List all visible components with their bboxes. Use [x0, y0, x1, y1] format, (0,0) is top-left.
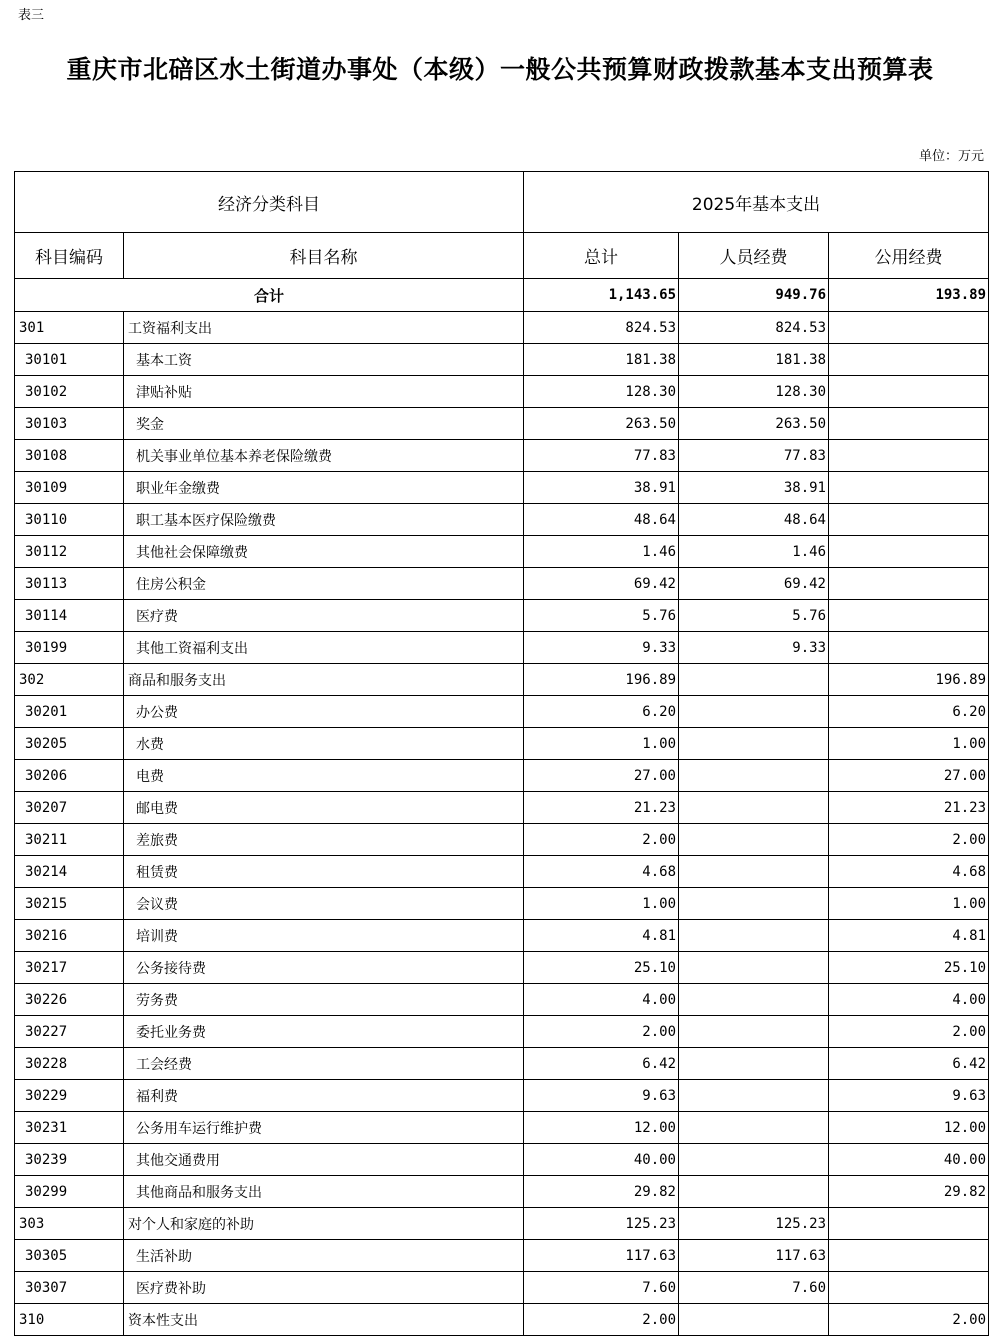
- subject-name-cell: 医疗费: [124, 600, 524, 632]
- public-cell: [829, 440, 989, 472]
- subject-name-cell: 基本工资: [124, 344, 524, 376]
- total-cell: 196.89: [524, 664, 679, 696]
- subject-name-cell: 对个人和家庭的补助: [124, 1208, 524, 1240]
- public-cell: 27.00: [829, 760, 989, 792]
- personnel-cell: [679, 856, 829, 888]
- subject-code-cell: 30201: [15, 696, 124, 728]
- total-cell: 25.10: [524, 952, 679, 984]
- subject-code-cell: 30229: [15, 1080, 124, 1112]
- total-cell: 29.82: [524, 1176, 679, 1208]
- table-row: [15, 568, 989, 600]
- subject-code-cell: 30214: [15, 856, 124, 888]
- subject-code-cell: 30113: [15, 568, 124, 600]
- personnel-cell: [679, 1080, 829, 1112]
- total-cell: 117.63: [524, 1240, 679, 1272]
- header-public-expense: 公用经费: [829, 233, 989, 279]
- total-cell: 4.81: [524, 920, 679, 952]
- header-subject-code: 科目编码: [15, 233, 124, 279]
- subject-name-cell: 职业年金缴费: [124, 472, 524, 504]
- total-cell: 125.23: [524, 1208, 679, 1240]
- public-cell: [829, 312, 989, 344]
- subject-name-cell: 差旅费: [124, 824, 524, 856]
- total-cell: 6.20: [524, 696, 679, 728]
- public-cell: [829, 1208, 989, 1240]
- total-cell: 27.00: [524, 760, 679, 792]
- personnel-cell: [679, 1304, 829, 1336]
- public-cell: 2.00: [829, 1304, 989, 1336]
- subject-code-cell: 30228: [15, 1048, 124, 1080]
- table-row: [15, 792, 989, 824]
- subject-code-cell: 30114: [15, 600, 124, 632]
- total-cell: 4.00: [524, 984, 679, 1016]
- public-cell: [829, 632, 989, 664]
- total-cell: 6.42: [524, 1048, 679, 1080]
- public-cell: 4.68: [829, 856, 989, 888]
- subject-name-cell: 公务用车运行维护费: [124, 1112, 524, 1144]
- personnel-cell: [679, 984, 829, 1016]
- subject-code-cell: 30109: [15, 472, 124, 504]
- header-basic-expenditure-2025: 2025年基本支出: [524, 172, 989, 233]
- personnel-cell: [679, 792, 829, 824]
- public-cell: [829, 376, 989, 408]
- budget-table: [14, 171, 989, 1336]
- personnel-cell: [679, 952, 829, 984]
- subject-code-cell: 30112: [15, 536, 124, 568]
- subject-code-cell: 30101: [15, 344, 124, 376]
- subject-code-cell: 30103: [15, 408, 124, 440]
- subject-code-cell: 30226: [15, 984, 124, 1016]
- public-cell: [829, 600, 989, 632]
- subject-name-cell: 会议费: [124, 888, 524, 920]
- subject-name-cell: 劳务费: [124, 984, 524, 1016]
- personnel-cell: [679, 1048, 829, 1080]
- personnel-cell: 38.91: [679, 472, 829, 504]
- table-row: [15, 1144, 989, 1176]
- total-cell: 1.46: [524, 536, 679, 568]
- subject-name-cell: 福利费: [124, 1080, 524, 1112]
- header-row-group: [15, 172, 989, 233]
- subject-name-cell: 培训费: [124, 920, 524, 952]
- subject-code-cell: 30215: [15, 888, 124, 920]
- subject-name-cell: 其他交通费用: [124, 1144, 524, 1176]
- public-cell: [829, 1240, 989, 1272]
- subject-code-cell: 301: [15, 312, 124, 344]
- header-total: 总计: [524, 233, 679, 279]
- subject-code-cell: 303: [15, 1208, 124, 1240]
- public-cell: 40.00: [829, 1144, 989, 1176]
- total-cell: 38.91: [524, 472, 679, 504]
- subject-code-cell: 30205: [15, 728, 124, 760]
- subject-name-cell: 津贴补贴: [124, 376, 524, 408]
- public-cell: 1.00: [829, 728, 989, 760]
- personnel-cell: 117.63: [679, 1240, 829, 1272]
- personnel-cell: 69.42: [679, 568, 829, 600]
- personnel-cell: [679, 760, 829, 792]
- table-row: [15, 1240, 989, 1272]
- table-row: [15, 440, 989, 472]
- total-cell: 48.64: [524, 504, 679, 536]
- table-body: [15, 279, 989, 1336]
- subject-code-cell: 302: [15, 664, 124, 696]
- personnel-cell: 125.23: [679, 1208, 829, 1240]
- table-row: [15, 728, 989, 760]
- subject-code-cell: 30199: [15, 632, 124, 664]
- public-cell: 2.00: [829, 824, 989, 856]
- total-cell: 128.30: [524, 376, 679, 408]
- subject-code-cell: 30211: [15, 824, 124, 856]
- table-row: [15, 824, 989, 856]
- personnel-cell: [679, 664, 829, 696]
- total-row: [15, 279, 989, 312]
- table-row: [15, 920, 989, 952]
- personnel-cell: [679, 696, 829, 728]
- subject-name-cell: 商品和服务支出: [124, 664, 524, 696]
- subject-name-cell: 电费: [124, 760, 524, 792]
- public-cell: 4.81: [829, 920, 989, 952]
- personnel-cell: [679, 1016, 829, 1048]
- unit-label: 单位：万元: [918, 149, 984, 164]
- total-cell: 2.00: [524, 824, 679, 856]
- total-amount: 1,143.65: [524, 279, 679, 312]
- subject-name-cell: 机关事业单位基本养老保险缴费: [124, 440, 524, 472]
- public-cell: 6.42: [829, 1048, 989, 1080]
- public-cell: 4.00: [829, 984, 989, 1016]
- subject-code-cell: 30206: [15, 760, 124, 792]
- table-row: [15, 984, 989, 1016]
- table-row: [15, 376, 989, 408]
- subject-name-cell: 奖金: [124, 408, 524, 440]
- header-personnel-expense: 人员经费: [679, 233, 829, 279]
- subject-code-cell: 30231: [15, 1112, 124, 1144]
- total-cell: 77.83: [524, 440, 679, 472]
- personnel-cell: 824.53: [679, 312, 829, 344]
- public-cell: 21.23: [829, 792, 989, 824]
- total-cell: 9.63: [524, 1080, 679, 1112]
- table-row: [15, 1304, 989, 1336]
- public-cell: [829, 472, 989, 504]
- table-row: [15, 1080, 989, 1112]
- public-cell: [829, 408, 989, 440]
- header-economic-classification: 经济分类科目: [15, 172, 524, 233]
- table-row: [15, 1176, 989, 1208]
- personnel-cell: [679, 1176, 829, 1208]
- total-cell: 21.23: [524, 792, 679, 824]
- table-row: [15, 344, 989, 376]
- public-cell: 1.00: [829, 888, 989, 920]
- personnel-cell: 181.38: [679, 344, 829, 376]
- total-personnel-amount: 949.76: [679, 279, 829, 312]
- table-row: [15, 632, 989, 664]
- table-row: [15, 760, 989, 792]
- public-cell: 9.63: [829, 1080, 989, 1112]
- total-label: 合计: [15, 279, 524, 312]
- subject-code-cell: 30307: [15, 1272, 124, 1304]
- total-cell: 1.00: [524, 728, 679, 760]
- table-row: [15, 664, 989, 696]
- table-row: [15, 1048, 989, 1080]
- subject-code-cell: 310: [15, 1304, 124, 1336]
- document-title: 重庆市北碚区水土街道办事处（本级）一般公共预算财政拨款基本支出预算表: [66, 55, 934, 84]
- header-subject-name: 科目名称: [124, 233, 524, 279]
- table-row: [15, 1272, 989, 1304]
- subject-code-cell: 30110: [15, 504, 124, 536]
- total-cell: 12.00: [524, 1112, 679, 1144]
- subject-name-cell: 租赁费: [124, 856, 524, 888]
- total-cell: 40.00: [524, 1144, 679, 1176]
- table-row: [15, 472, 989, 504]
- personnel-cell: [679, 920, 829, 952]
- public-cell: 29.82: [829, 1176, 989, 1208]
- public-cell: 12.00: [829, 1112, 989, 1144]
- subject-name-cell: 办公费: [124, 696, 524, 728]
- subject-name-cell: 公务接待费: [124, 952, 524, 984]
- public-cell: 6.20: [829, 696, 989, 728]
- table-row: [15, 1208, 989, 1240]
- header-row-columns: [15, 233, 989, 279]
- total-cell: 4.68: [524, 856, 679, 888]
- total-cell: 263.50: [524, 408, 679, 440]
- subject-name-cell: 资本性支出: [124, 1304, 524, 1336]
- subject-code-cell: 30305: [15, 1240, 124, 1272]
- total-public-amount: 193.89: [829, 279, 989, 312]
- total-cell: 1.00: [524, 888, 679, 920]
- public-cell: 196.89: [829, 664, 989, 696]
- table-row: [15, 1112, 989, 1144]
- personnel-cell: 48.64: [679, 504, 829, 536]
- public-cell: [829, 344, 989, 376]
- subject-code-cell: 30299: [15, 1176, 124, 1208]
- subject-name-cell: 其他商品和服务支出: [124, 1176, 524, 1208]
- public-cell: [829, 504, 989, 536]
- subject-name-cell: 委托业务费: [124, 1016, 524, 1048]
- total-cell: 824.53: [524, 312, 679, 344]
- personnel-cell: 128.30: [679, 376, 829, 408]
- subject-code-cell: 30239: [15, 1144, 124, 1176]
- subject-name-cell: 职工基本医疗保险缴费: [124, 504, 524, 536]
- subject-code-cell: 30217: [15, 952, 124, 984]
- personnel-cell: 9.33: [679, 632, 829, 664]
- subject-name-cell: 其他工资福利支出: [124, 632, 524, 664]
- table-row: [15, 952, 989, 984]
- subject-code-cell: 30207: [15, 792, 124, 824]
- personnel-cell: 263.50: [679, 408, 829, 440]
- personnel-cell: 1.46: [679, 536, 829, 568]
- table-row: [15, 504, 989, 536]
- total-cell: 9.33: [524, 632, 679, 664]
- table-row: [15, 696, 989, 728]
- subject-name-cell: 工会经费: [124, 1048, 524, 1080]
- total-cell: 69.42: [524, 568, 679, 600]
- subject-name-cell: 医疗费补助: [124, 1272, 524, 1304]
- table-row: [15, 856, 989, 888]
- personnel-cell: 5.76: [679, 600, 829, 632]
- subject-name-cell: 住房公积金: [124, 568, 524, 600]
- subject-code-cell: 30216: [15, 920, 124, 952]
- table-row: [15, 1016, 989, 1048]
- table-row: [15, 600, 989, 632]
- public-cell: [829, 536, 989, 568]
- subject-name-cell: 生活补助: [124, 1240, 524, 1272]
- table-row: [15, 888, 989, 920]
- total-cell: 5.76: [524, 600, 679, 632]
- public-cell: [829, 1272, 989, 1304]
- personnel-cell: 7.60: [679, 1272, 829, 1304]
- total-cell: 7.60: [524, 1272, 679, 1304]
- total-cell: 2.00: [524, 1304, 679, 1336]
- subject-code-cell: 30102: [15, 376, 124, 408]
- public-cell: 25.10: [829, 952, 989, 984]
- subject-code-cell: 30108: [15, 440, 124, 472]
- total-cell: 181.38: [524, 344, 679, 376]
- personnel-cell: [679, 888, 829, 920]
- subject-name-cell: 水费: [124, 728, 524, 760]
- public-cell: 2.00: [829, 1016, 989, 1048]
- table-row: [15, 312, 989, 344]
- subject-name-cell: 其他社会保障缴费: [124, 536, 524, 568]
- table-row: [15, 536, 989, 568]
- personnel-cell: 77.83: [679, 440, 829, 472]
- subject-name-cell: 邮电费: [124, 792, 524, 824]
- table-number-label: 表三: [18, 8, 45, 23]
- total-cell: 2.00: [524, 1016, 679, 1048]
- subject-name-cell: 工资福利支出: [124, 312, 524, 344]
- personnel-cell: [679, 1144, 829, 1176]
- table-row: [15, 408, 989, 440]
- personnel-cell: [679, 1112, 829, 1144]
- personnel-cell: [679, 824, 829, 856]
- personnel-cell: [679, 728, 829, 760]
- public-cell: [829, 568, 989, 600]
- subject-code-cell: 30227: [15, 1016, 124, 1048]
